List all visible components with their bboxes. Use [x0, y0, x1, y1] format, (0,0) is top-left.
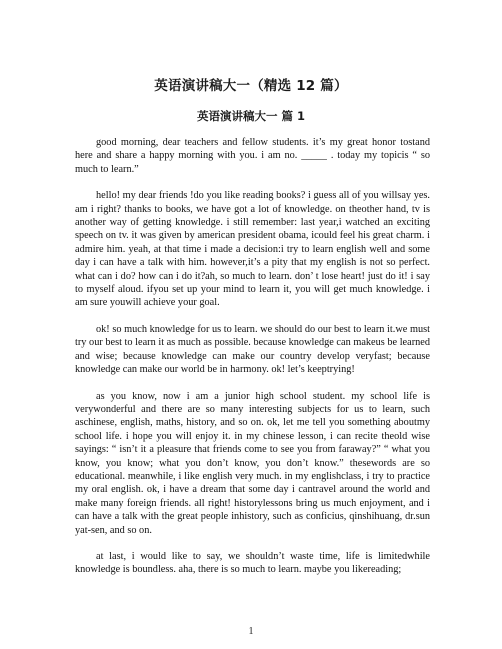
paragraph-5: at last, i would like to say, we shouldn’t waste time, life is limitedwhile knowledge is boundless. aha, there is so much to learn. maybe you likereading; — [75, 550, 430, 576]
page-number: 1 — [248, 626, 254, 637]
paragraph-1: good morning, dear teachers and fellow students. it’s my great honor tostand here and share a happy morning with you. i am no. _____ . today my topicis “ so much to learn.” — [75, 137, 430, 175]
paragraph-2: hello! my dear friends !do you like reading books? i guess all of you willsay yes. am i right? thanks to books, we have got a lot of knowledge. on theother hand, tv is another way of getting knowledge. i still remember: last year,i watched an exciting speech on tv. it was given by american president obama, icould feel his great charm. i admire him. yeah, at that time i made a decision:i try to learn english well and some day i can have a talk with him. however,it’s a pity that my english is not so perfect. what can i do? how can i do it?ah, so much to learn. don’ t lose heart! just do it! i say to myself aloud. ifyou set up your mind to learn it, you will get much knowledge. i am sure youwill achieve your goal. — [75, 190, 430, 309]
document-body — [75, 136, 430, 590]
paragraph-3: ok! so much knowledge for us to learn. we should do our best to learn it.we must try our best to learn it as much as possible. because knowledge can makeus be learned and wise; because knowledge can make our country develop veryfast; because knowledge can make our world be in harmony. ok! let’s keeptrying! — [75, 323, 430, 376]
section-heading: 英语演讲稿大一 篇 1 — [196, 109, 305, 123]
document-title: 英语演讲稿大一（精选 12 篇） — [154, 78, 348, 94]
paragraph-4: as you know, now i am a junior high school student. my school life is verywonderful and there are so many interesting subjects for us to learn, such aschinese, english, maths, history, and so on. ok, let me tell you something aboutmy school life. i hope you will enjoy it. in my chinese lesson, i can recite theold wise sayings: “ isn’t it a pleasure that friends come to see you from faraway?” “ what you know, you know; what you don’t know, you don’t know.” thesewords are so educational. meanwhile, i like english very much. in my englishclass, i try to practice my oral english. ok, i have a dream that some day i cantravel around the world and make many foreign friends. all right! historylessons bring us much enjoyment, and i can have a talk with the great people inhistory, such as conficius, qinshihuang, dr.sun yat-sen, and so on. — [75, 390, 430, 536]
